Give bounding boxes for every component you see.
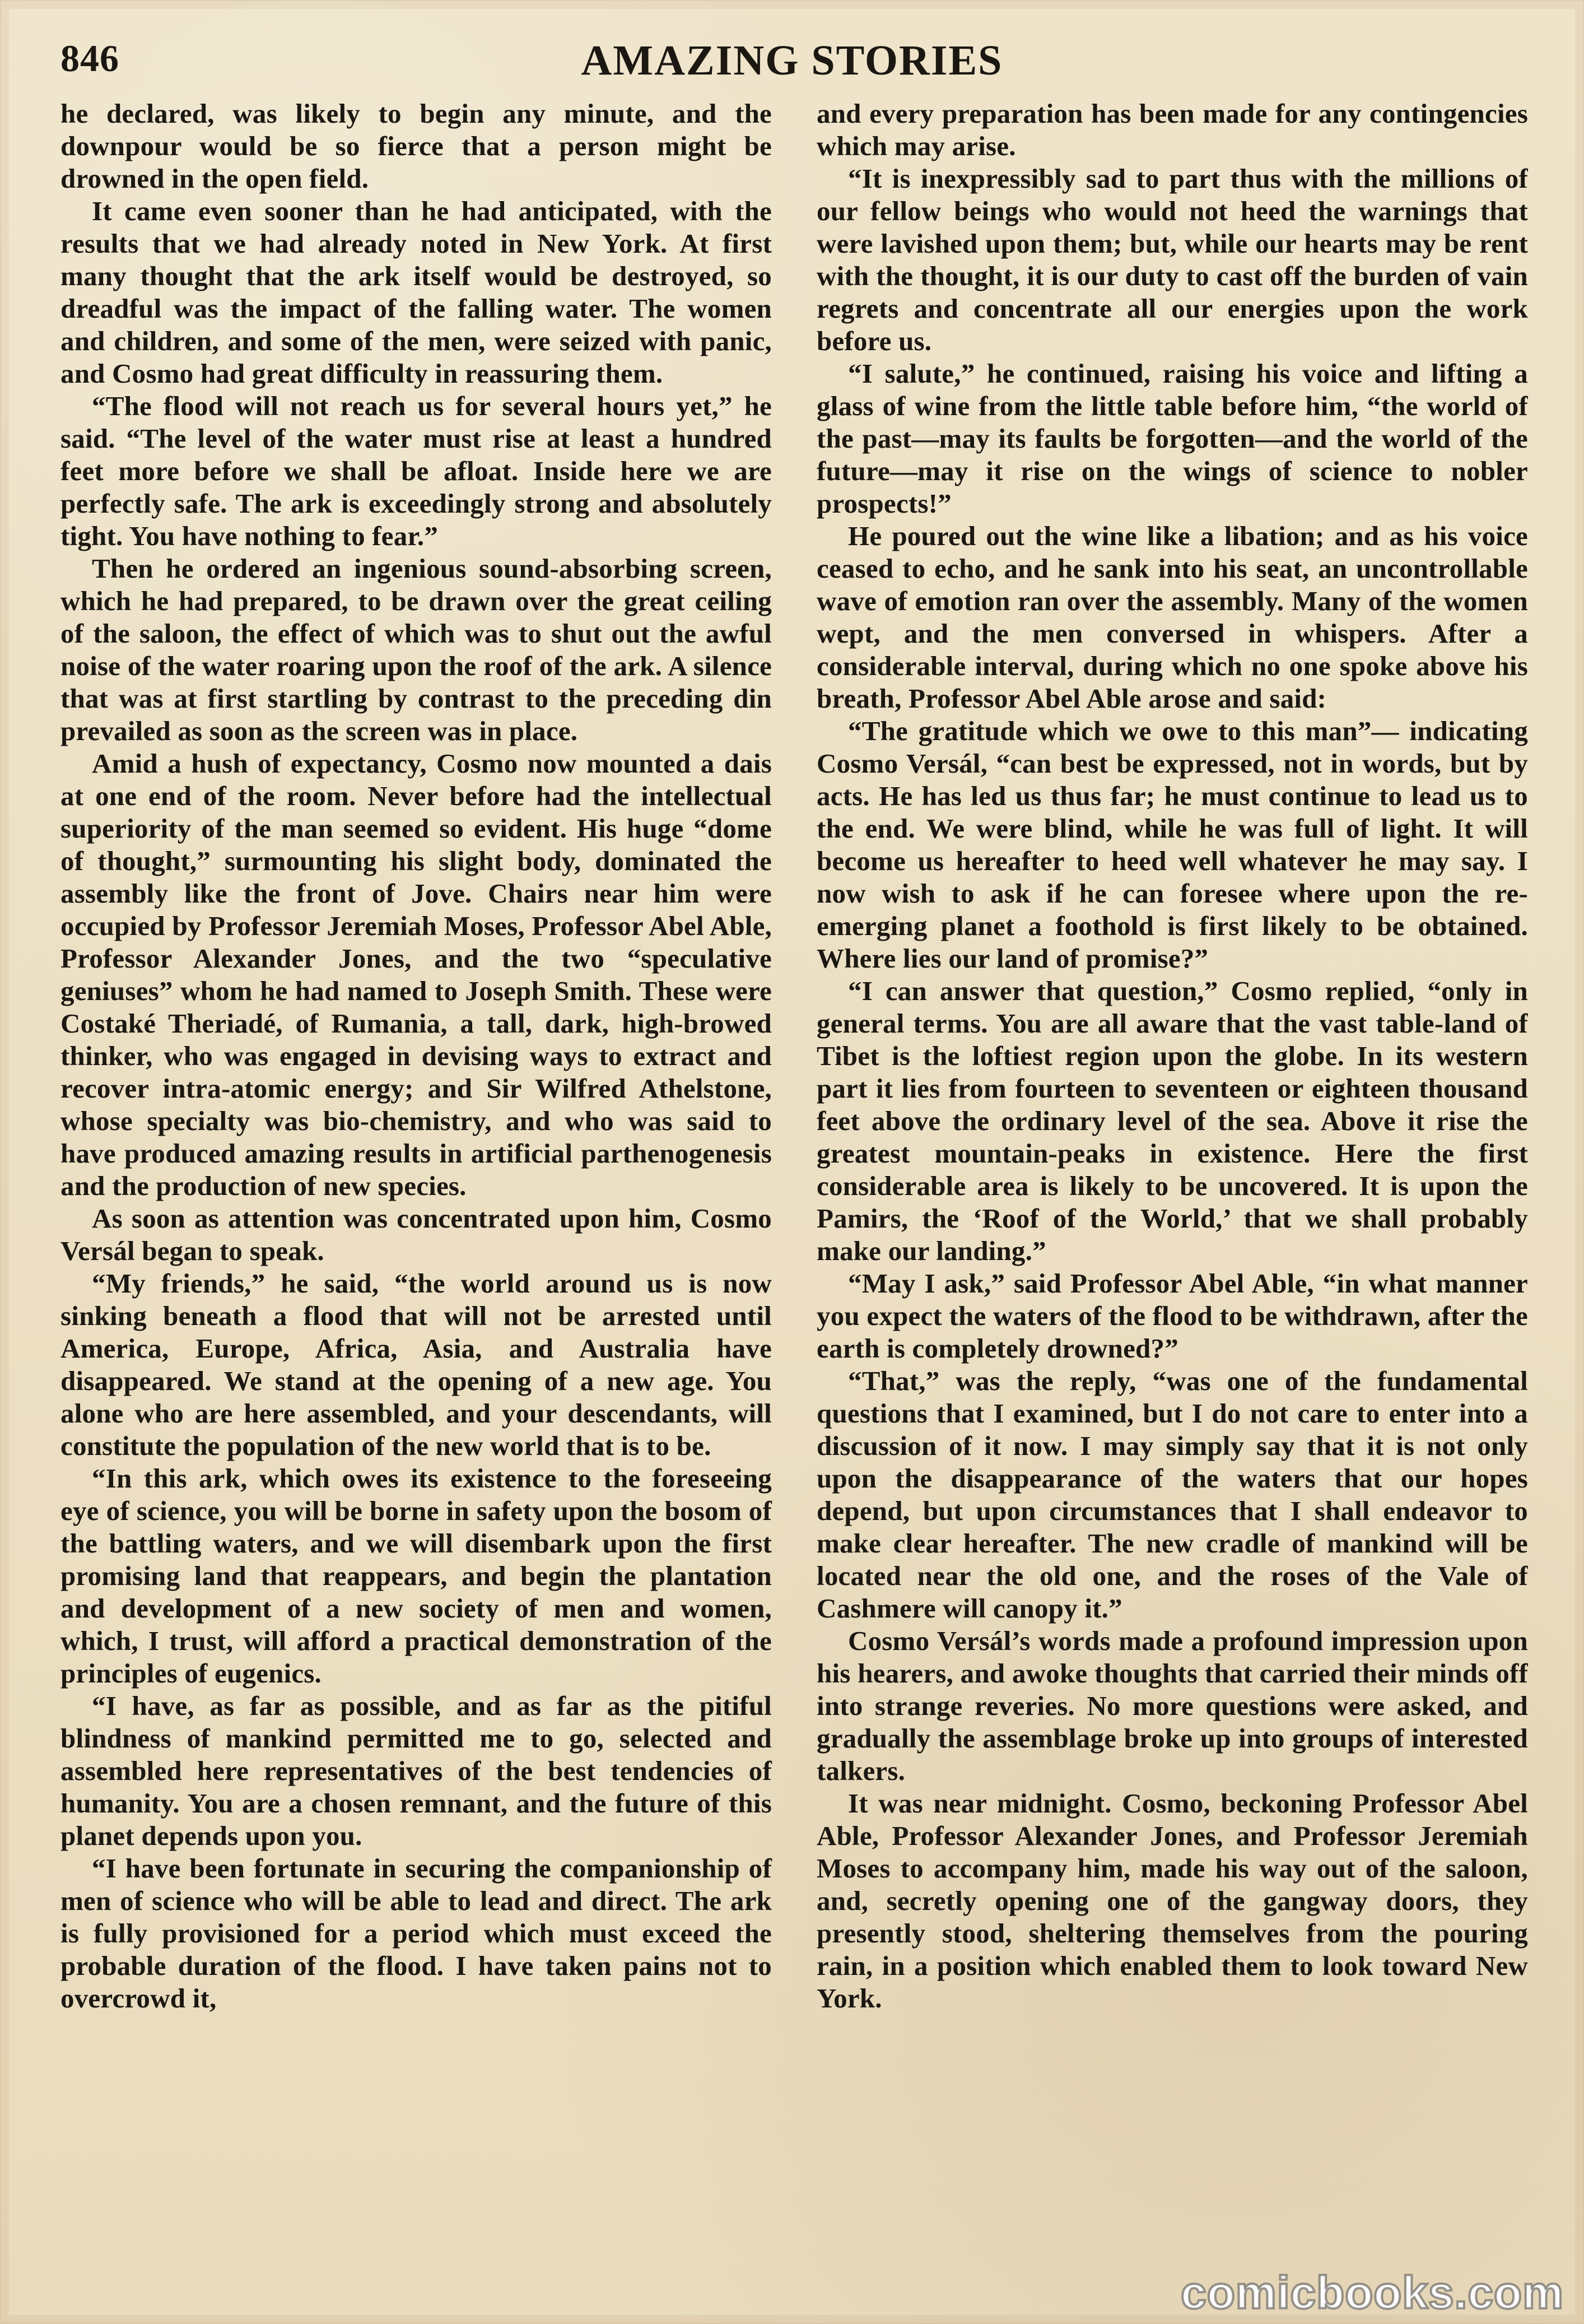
right-paragraph-1: and every preparation has been made for any contingencies which may arise. <box>817 98 1528 161</box>
right-column <box>810 97 1528 2260</box>
right-paragraph-3: “I salute,” he continued, raising his voice and lifting a glass of wine from the little table before him, “the world of the past—may its faults be forgotten—and the world of the future—may it rise on the wings of science to nobler prospects!” <box>817 358 1528 519</box>
page-header <box>60 39 1524 89</box>
right-paragraph-10: It was near midnight. Cosmo, beckoning Professor Abel Able, Professor Alexander Jones, and Professor Jeremiah Moses to accompany him, made his way out of the saloon, and, secretly opening one of the gangway doors, they presently stood, sheltering themselves from the pouring rain, in a position which enabled them to look toward New York. <box>817 1788 1528 2014</box>
right-paragraph-5: “The gratitude which we owe to this man”— indicating Cosmo Versál, “can best be expressed, not in words, but by acts. He has led us thus far; he must continue to lead us to the end. We were blind, while he was full of light. It will become us hereafter to heed well whatever he may say. I now wish to ask if he can foresee where upon the re-emerging planet a foothold is first likely to be obtained. Where lies our land of promise?” <box>817 715 1528 974</box>
left-paragraph-10: “I have been fortunate in securing the companionship of men of science who will be able to lead and direct. The ark is fully provisioned for a period which must exceed the probable duration of the flood. I have taken pains not to overcrowd it, <box>60 1853 772 2014</box>
left-paragraph-2: It came even sooner than he had anticipated, with the results that we had already noted in New York. At first many thought that the ark itself would be destroyed, so dreadful was the impact of the falling water. The women and children, and some of the men, were seized with panic, and Cosmo had great difficulty in reassuring them. <box>60 196 772 389</box>
left-column <box>60 97 779 2260</box>
left-paragraph-6: As soon as attention was concentrated upon him, Cosmo Versál began to speak. <box>60 1203 772 1266</box>
site-watermark: comicbooks.com <box>1181 2267 1564 2318</box>
left-paragraph-9: “I have, as far as possible, and as far as the pitiful blindness of mankind permitted me to go, selected and assembled here representatives of the best tendencies of humanity. You are a chosen remnant, and the future of this planet depends upon you. <box>60 1690 772 1851</box>
right-paragraph-2: “It is inexpressibly sad to part thus with the millions of our fellow beings who would not heed the warnings that were lavished upon them; but, while our hearts may be rent with the thought, it is our duty to cast off the burden of vain regrets and concentrate all our energies upon the work before us. <box>817 163 1528 356</box>
left-paragraph-3: “The flood will not reach us for several hours yet,” he said. “The level of the water must rise at least a hundred feet more before we shall be afloat. Inside here we are perfectly safe. The ark is exceedingly strong and absolutely tight. You have nothing to fear.” <box>60 391 772 551</box>
right-paragraph-4: He poured out the wine like a libation; and as his voice ceased to echo, and he sank into his seat, an uncontrollable wave of emotion ran over the assembly. Many of the women wept, and the men conversed in whispers. After a considerable interval, during which no one spoke above his breath, Professor Abel Able arose and said: <box>817 520 1528 714</box>
left-paragraph-7: “My friends,” he said, “the world around us is now sinking beneath a flood that will not be arrested until America, Europe, Africa, Asia, and Australia have disappeared. We stand at the opening of a new age. You alone who are here assembled, and your descendants, will constitute the population of the new world that is to be. <box>60 1268 772 1461</box>
left-paragraph-5: Amid a hush of expectancy, Cosmo now mounted a dais at one end of the room. Never before had the intellectual superiority of the man seemed so evident. His huge “dome of thought,” surmounting his slight body, dominated the assembly like the front of Jove. Chairs near him were occupied by Professor Jeremiah Moses, Professor Abel Able, Professor Alexander Jones, and the two “speculative geniuses” whom he had named to Joseph Smith. These were Costaké Theriadé, of Rumania, a tall, dark, high-browed thinker, who was engaged in devising ways to extract and recover intra-atomic energy; and Sir Wilfred Athelstone, whose specialty was bio-chemistry, and who was said to have produced amazing results in artificial parthenogenesis and the production of new species. <box>60 748 772 1201</box>
page-number: 846 <box>60 37 119 80</box>
magazine-title: AMAZING STORIES <box>581 37 1003 84</box>
left-paragraph-8: “In this ark, which owes its existence to the foreseeing eye of science, you will be borne in safety upon the bosom of the battling waters, and we will disembark upon the first promising land that reappears, and begin the plantation and development of a new society of men and women, which, I trust, will afford a practical demonstration of the principles of eugenics. <box>60 1463 772 1689</box>
article-columns <box>60 97 1528 2260</box>
left-paragraph-1: he declared, was likely to begin any minute, and the downpour would be so fierce that a person might be drowned in the open field. <box>60 98 772 194</box>
right-paragraph-7: “May I ask,” said Professor Abel Able, “in what manner you expect the waters of the flood to be withdrawn, after the earth is completely drowned?” <box>817 1268 1528 1364</box>
right-paragraph-9: Cosmo Versál’s words made a profound impression upon his hearers, and awoke thoughts that carried their minds off into strange reveries. No more questions were asked, and gradually the assemblage broke up into groups of interested talkers. <box>817 1625 1528 1786</box>
right-paragraph-6: “I can answer that question,” Cosmo replied, “only in general terms. You are all aware that the vast table-land of Tibet is the loftiest region upon the globe. In its western part it lies from fourteen to seventeen or eighteen thousand feet above the ordinary level of the sea. Above it rise the greatest mountain-peaks in existence. Here the first considerable area is likely to be uncovered. It is upon the Pamirs, the ‘Roof of the World,’ that we shall probably make our landing.” <box>817 975 1528 1266</box>
left-paragraph-4: Then he ordered an ingenious sound-absorbing screen, which he had prepared, to be drawn over the great ceiling of the saloon, the effect of which was to shut out the awful noise of the water roaring upon the roof of the ark. A silence that was at first startling by contrast to the preceding din prevailed as soon as the screen was in place. <box>60 553 772 746</box>
right-paragraph-8: “That,” was the reply, “was one of the fundamental questions that I examined, but I do not care to enter into a discussion of it now. I may simply say that it is not only upon the disappearance of the waters that our hopes depend, but upon circumstances that I shall endeavor to make clear hereafter. The new cradle of mankind will be located near the old one, and the roses of the Vale of Cashmere will canopy it.” <box>817 1365 1528 1624</box>
